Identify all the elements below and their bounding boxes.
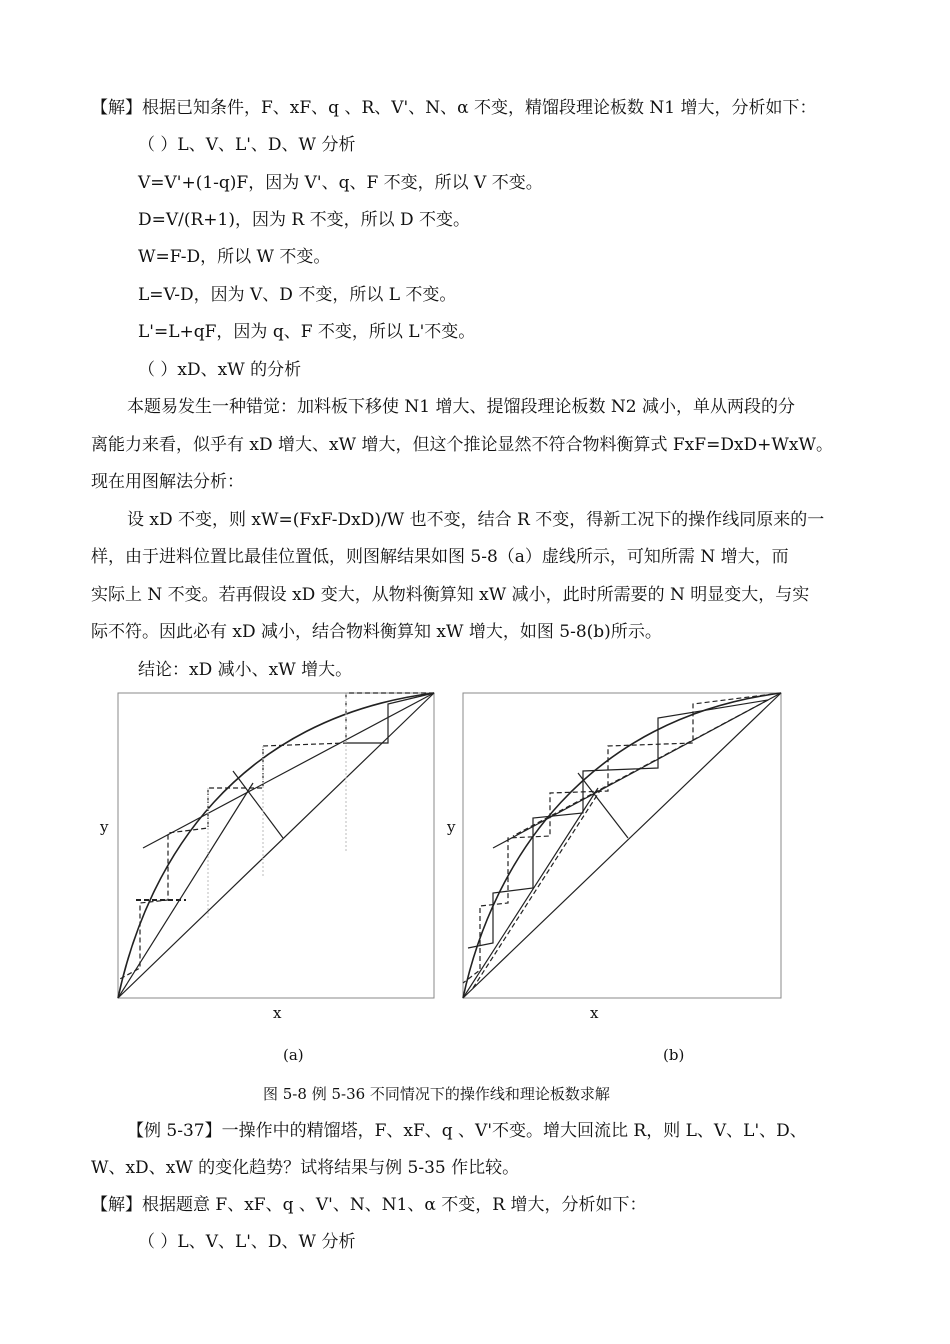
text-line-4: D=V/(R+1)，因为 R 不变，所以 D 不变。	[138, 210, 471, 230]
example-537-line-1: 【例 5-37】一操作中的精馏塔，F、xF、q 、V'不变。增大回流比 R，则 L、V、L'、D、	[127, 1121, 807, 1141]
example-537-line-2: W、xD、xW 的变化趋势？试将结果与例 5-35 作比较。	[91, 1158, 520, 1178]
text-line-12: 设 xD 不变，则 xW=(FxF-DxD)/W 也不变，结合 R 不变，得新工况下的操作线同原来的一	[127, 510, 825, 530]
text-line-8: （ ）xD、xW 的分析	[138, 360, 302, 380]
text-line-13: 样，由于进料位置比最佳位置低，则图解结果如图 5-8（a）虚线所示，可知所需 N 增大，而	[91, 547, 789, 567]
y-axis-label-b: y	[447, 818, 456, 836]
solution-line: 【解】根据题意 F、xF、q 、V'、N、N1、α 不变，R 增大，分析如下：	[91, 1195, 647, 1215]
text-line-6: L=V-D，因为 V、D 不变，所以 L 不变。	[138, 285, 457, 305]
x-axis-label-a: x	[273, 1004, 282, 1022]
text-line-9: 本题易发生一种错觉：加料板下移使 N1 增大、提馏段理论板数 N2 减小，单从两段的分	[127, 397, 795, 417]
text-line-3: V=V'+(1-q)F，因为 V'、q、F 不变，所以 V 不变。	[138, 173, 543, 193]
text-line-10: 离能力来看，似乎有 xD 增大、xW 增大，但这个推论显然不符合物料衡算式 FxF=DxD+WxW。	[91, 435, 833, 455]
analysis-heading: （ ）L、V、L'、D、W 分析	[138, 1232, 356, 1252]
text-line-5: W=F-D，所以 W 不变。	[138, 247, 331, 267]
text-line-15: 际不符。因此必有 xD 减小，结合物料衡算知 xW 增大，如图 5-8(b)所示。	[91, 622, 662, 642]
text-line-14: 实际上 N 不变。若再假设 xD 变大，从物料衡算知 xW 减小，此时所需要的 N 明显变大，与实	[91, 585, 810, 605]
text-line-2: （ ）L、V、L'、D、W 分析	[138, 135, 356, 155]
figure-caption: 图 5-8 例 5-36 不同情况下的操作线和理论板数求解	[263, 1085, 610, 1103]
text-line-16: 结论：xD 减小、xW 增大。	[138, 660, 353, 680]
text-line-11: 现在用图解法分析：	[91, 472, 244, 492]
text-line-7: L'=L+qF，因为 q、F 不变，所以 L'不变。	[138, 322, 476, 342]
mccabe-thiele-diagram-b	[438, 688, 798, 1033]
subfigure-label-a: (a)	[283, 1046, 304, 1064]
x-axis-label-b: x	[590, 1004, 599, 1022]
subfigure-label-b: (b)	[663, 1046, 685, 1064]
mccabe-thiele-diagram-a	[88, 688, 448, 1033]
y-axis-label-a: y	[100, 818, 109, 836]
text-line-1: 【解】根据已知条件，F、xF、q 、R、V'、N、α 不变，精馏段理论板数 N1 增大，分析如下：	[91, 98, 817, 118]
